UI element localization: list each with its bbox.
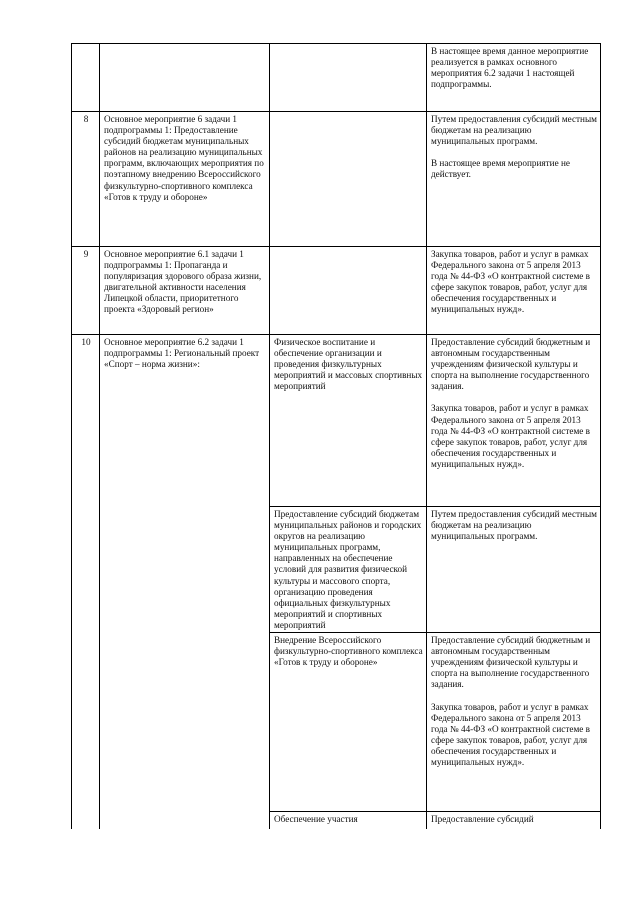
mechanism-cell (427, 633, 601, 812)
mechanism-text: Закупка товаров, работ и услуг в рамках Федерального закона от 5 апреля 2013 года № 44-ФЗ «О контрактной системе в сфере закупок товаров, работ, услуг для обеспечения государственных и муниципальных нужд». (431, 403, 590, 469)
mechanism-cell (427, 247, 601, 335)
table-row (72, 335, 601, 507)
mechanism-cell (427, 812, 601, 829)
measures-table (71, 43, 601, 829)
event-cell (100, 44, 270, 112)
mechanism-cell (427, 112, 601, 247)
mechanism-text: В настоящее время данное мероприятие реализуется в рамках основного мероприятия 6.2 задачи 1 настоящей подпрограммы. (431, 46, 589, 90)
mechanism-text: Путем предоставления субсидий местным бюджетам на реализацию муниципальных программ. (431, 509, 597, 542)
mechanism-cell (427, 507, 601, 633)
mechanism-text: Предоставление субсидий (431, 814, 534, 825)
row-number: 10 (72, 335, 100, 829)
event-cell: Основное мероприятие 6.1 задачи 1 подпрограммы 1: Пропаганда и популяризация здорового образа жизни, двигательной активности населения Липецкой области, приоритетного проекта «Здоровый регион» (100, 247, 270, 335)
mechanism-text: Путем предоставления субсидий местным бюджетам на реализацию муниципальных программ. (431, 114, 597, 147)
mechanism-text: Предоставление субсидий бюджетным и автономным государственным учреждениям физической культуры и спорта на выполнение государственного задания. (431, 635, 591, 690)
row-number (72, 44, 100, 112)
table-row (72, 247, 601, 335)
row-number: 8 (72, 112, 100, 247)
direction-cell: Обеспечение участия (270, 812, 427, 829)
mechanism-text: Закупка товаров, работ и услуг в рамках Федерального закона от 5 апреля 2013 года № 44-ФЗ «О контрактной системе в сфере закупок товаров, работ, услуг для обеспечения государственных и муниципальных нужд». (431, 701, 590, 767)
table-row (72, 112, 601, 247)
direction-cell: Предоставление субсидий бюджетам муниципальных районов и городских округов на реализацию муниципальных программ, направленных на обеспечение условий для развития физической культуры и массового спорта, организацию проведения официальных физкультурных мероприятий и спортивных мероприятий (270, 507, 427, 633)
direction-cell (270, 112, 427, 247)
direction-cell (270, 247, 427, 335)
mechanism-cell (427, 44, 601, 112)
row-number: 9 (72, 247, 100, 335)
direction-cell: Внедрение Всероссийского физкультурно-спортивного комплекса «Готов к труду и обороне» (270, 633, 427, 812)
mechanism-text: В настоящее время мероприятие не действует. (431, 158, 570, 180)
mechanism-cell (427, 335, 601, 507)
direction-cell (270, 44, 427, 112)
table-row (72, 44, 601, 112)
event-cell: Основное мероприятие 6.2 задачи 1 подпрограммы 1: Региональный проект «Спорт – норма жизни»: (100, 335, 270, 829)
mechanism-text: Закупка товаров, работ и услуг в рамках Федерального закона от 5 апреля 2013 года № 44-ФЗ «О контрактной системе в сфере закупок товаров, работ, услуг для обеспечения государственных и муниципальных нужд». (431, 249, 590, 315)
direction-cell: Физическое воспитание и обеспечение организации и проведения физкультурных мероприятий и массовых спортивных мероприятий (270, 335, 427, 507)
event-cell: Основное мероприятие 6 задачи 1 подпрограммы 1: Предоставление субсидий бюджетам муниципальных районов на реализацию муниципальных программ, включающих мероприятия по поэтапному внедрению Всероссийского физкультурно-спортивного комплекса «Готов к труду и обороне» (100, 112, 270, 247)
mechanism-text: Предоставление субсидий бюджетным и автономным государственным учреждениям физической культуры и спорта на выполнение государственного задания. (431, 337, 591, 392)
